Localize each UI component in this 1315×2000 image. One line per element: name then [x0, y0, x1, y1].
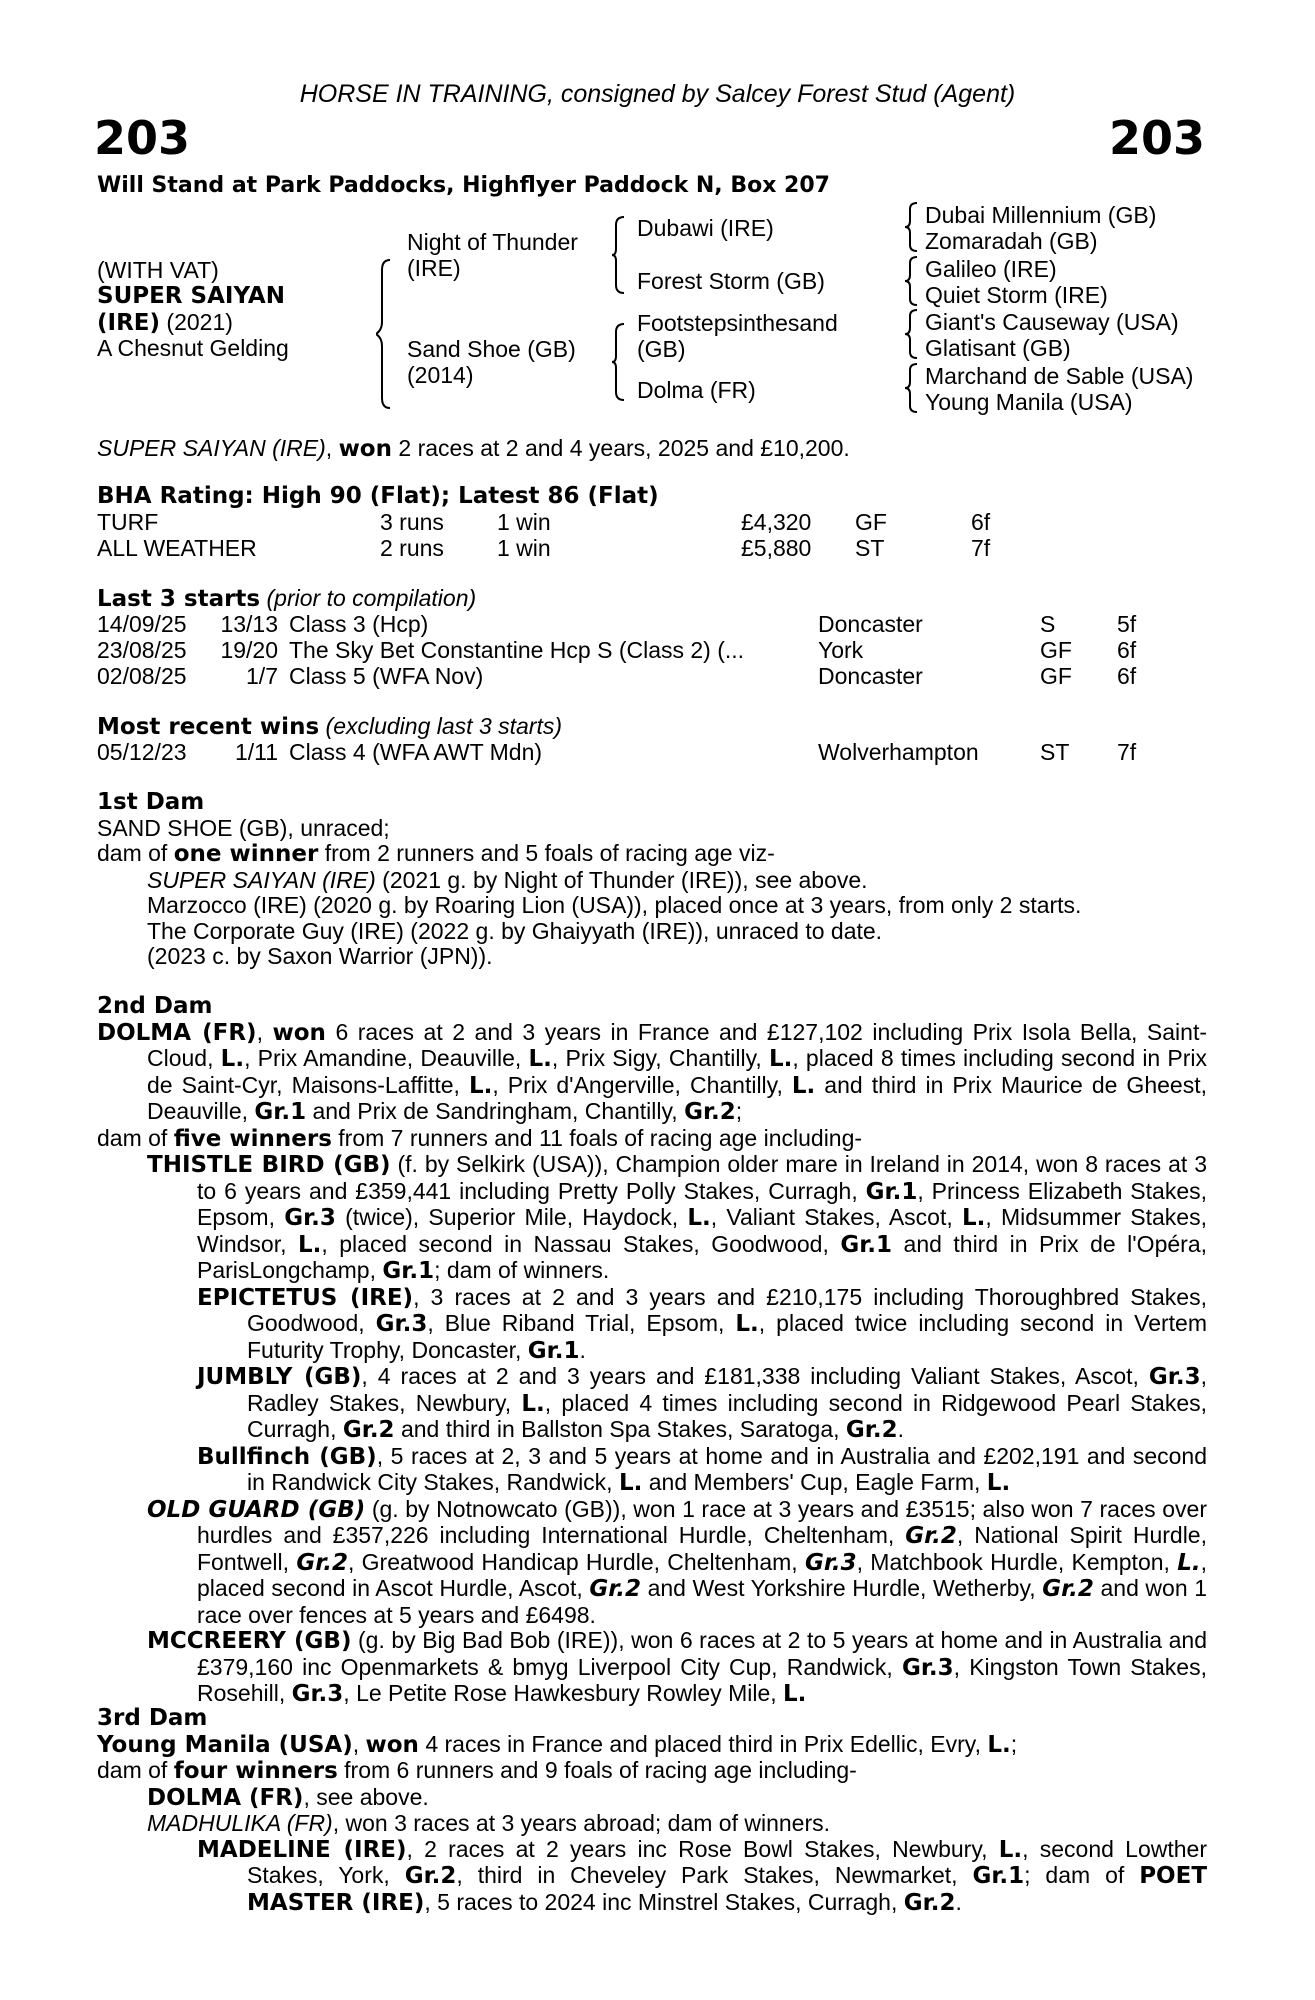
mccreery-record: MCCREERY (GB) (g. by Big Bad Bob (IRE)), won 6 races at 2 to 5 years at home and in Australia and £379,160 inc Openmarkets & bmyg Liverpool City Cup, Randwick, Gr.3, Kingston Town Stakes, Rosehill, Gr.3, Le Petite Rose Hawkesbury Rowley Mile, L.	[147, 1627, 1207, 1707]
start-going: GF	[1040, 637, 1072, 663]
bha-rating: BHA Rating: High 90 (Flat); Latest 86 (Flat)	[97, 483, 659, 509]
dam-name: Sand Shoe (GB)	[407, 336, 576, 362]
start-date: 02/08/25	[97, 663, 187, 689]
start-date: 14/09/25	[97, 611, 187, 637]
old-guard-record: OLD GUARD (GB) (g. by Notnowcato (GB)), won 1 race at 3 years and £3515; also won 7 races over hurdles and £357,226 including International Hurdle, Cheltenham, Gr.2, National Spirit Hurdle, Fontwell, Gr.2, Greatwood Handicap Hurdle, Cheltenham, Gr.3, Matchbook Hurdle, Kempton, L., placed second in Ascot Hurdle, Ascot, Gr.2 and West Yorkshire Hurdle, Wetherby, Gr.2 and won 1 race over fences at 5 years and £6498.	[147, 1495, 1208, 1628]
start-position: 19/20	[220, 637, 278, 663]
start-position: 13/13	[220, 611, 278, 637]
brace-dd-icon	[905, 362, 921, 414]
horse-name: SUPER SAIYAN	[97, 283, 285, 309]
win-race: Class 4 (WFA AWT Mdn)	[289, 739, 543, 765]
sire-country: (IRE)	[407, 255, 461, 281]
thistle-bird-record: THISTLE BIRD (GB) (f. by Selkirk (USA)), Champion older mare in Ireland in 2014, won 8 races at 3 to 6 years and £359,441 including Pretty Polly Stakes, Curragh, Gr.1, Princess Elizabeth Stakes, Epsom, Gr.3 (twice), Superior Mile, Haydock, L., Valiant Stakes, Ascot, L., Midsummer Stakes, Windsor, L., placed second in Nassau Stakes, Goodwood, Gr.1 and third in Prix de l'Opéra, ParisLongchamp, Gr.1; dam of winners.	[147, 1151, 1207, 1284]
race-summary: SUPER SAIYAN (IRE), won 2 races at 2 and 4 years, 2025 and £10,200.	[97, 435, 850, 462]
consignment-line: HORSE IN TRAINING, consigned by Salcey Forest Stud (Agent)	[299, 80, 1016, 108]
produce-item: (2023 c. by Saxon Warrior (JPN)).	[147, 943, 493, 969]
start-going: S	[1040, 611, 1056, 637]
dolma-ref: DOLMA (FR), see above.	[147, 1783, 429, 1811]
sire-sire: Dubawi (IRE)	[637, 215, 774, 241]
epictetus-record: EPICTETUS (IRE), 3 races at 2 and 3 years and £210,175 including Thoroughbred Stakes, Goodwood, Gr.3, Blue Riband Trial, Epsom, L., placed twice including second in Vertem Futurity Trophy, Doncaster, Gr.1.	[197, 1283, 1208, 1364]
start-date: 23/08/25	[97, 637, 187, 663]
start-course: Doncaster	[818, 611, 923, 637]
second-dam-heading: 2nd Dam	[97, 993, 213, 1019]
dolma-record: DOLMA (FR), won 6 races at 2 and 3 years in France and £127,102 including Prix Isola Bella, Saint-Cloud, L., Prix Amandine, Deauville, L., Prix Sigy, Chantilly, L., placed 8 times including second in Prix de Saint-Cyr, Maisons-Laffitte, L., Prix d'Angerville, Chantilly, L. and third in Prix Maurice de Gheest, Deauville, Gr.1 and Prix de Sandringham, Chantilly, Gr.2;	[97, 1018, 1208, 1125]
win-course: Wolverhampton	[818, 739, 979, 765]
sire-dam-sire: Galileo (IRE)	[925, 256, 1057, 282]
win-distance: 7f	[1117, 739, 1137, 765]
third-dam-section	[97, 1706, 1207, 1916]
third-dam-heading: 3rd Dam	[97, 1705, 208, 1731]
stabling-location: Will Stand at Park Paddocks, Highflyer Paddock N, Box 207	[97, 173, 830, 198]
rating-row-wins: 1 win	[497, 509, 551, 535]
brace-dam-icon	[612, 322, 628, 402]
recent-wins-heading: Most recent wins (excluding last 3 starts)	[97, 713, 563, 740]
rating-row-going: ST	[855, 535, 885, 561]
start-distance: 6f	[1117, 663, 1137, 689]
dam-sire: Footstepsinthesand	[637, 310, 838, 336]
young-manila-produce: dam of four winners from 6 runners and 9 foals of racing age including-	[97, 1757, 857, 1784]
young-manila-record: Young Manila (USA), won 4 races in France and placed third in Prix Edellic, Evry, L.;	[97, 1730, 1018, 1758]
bullfinch-record: Bullfinch (GB), 5 races at 2, 3 and 5 years at home and in Australia and £202,191 and second in Randwick City Stakes, Randwick, L. and Members' Cup, Eagle Farm, L.	[197, 1442, 1208, 1496]
rating-row-runs: 3 runs	[380, 509, 444, 535]
rating-row-runs: 2 runs	[380, 535, 444, 561]
win-position: 1/11	[234, 739, 278, 765]
brace-sd-icon	[905, 255, 921, 307]
dam-dam-sire: Marchand de Sable (USA)	[925, 363, 1194, 389]
first-dam-produce: dam of one winner from 2 runners and 5 foals of racing age viz-	[97, 840, 775, 867]
horse-description: A Chesnut Gelding	[97, 335, 289, 361]
brace-large-icon	[376, 258, 398, 410]
start-position: 1/7	[246, 663, 278, 689]
lot-number-right: 203	[1108, 111, 1205, 165]
start-race: The Sky Bet Constantine Hcp S (Class 2) (...	[289, 637, 745, 663]
start-course: Doncaster	[818, 663, 923, 689]
dam-sire-country: (GB)	[637, 336, 686, 362]
vat-note: (WITH VAT)	[97, 257, 219, 283]
rating-row-wins: 1 win	[497, 535, 551, 561]
horse-country-year: (IRE) (2021)	[97, 309, 233, 336]
produce-item: SUPER SAIYAN (IRE) (2021 g. by Night of Thunder (IRE)), see above.	[147, 866, 868, 893]
win-date: 05/12/23	[97, 739, 187, 765]
first-dam-heading: 1st Dam	[97, 789, 205, 815]
brace-sire-icon	[612, 215, 628, 295]
produce-item: Marzocco (IRE) (2020 g. by Roaring Lion (USA)), placed once at 3 years, from only 2 starts.	[147, 892, 1082, 918]
brace-ss-icon	[905, 201, 921, 253]
start-distance: 6f	[1117, 637, 1137, 663]
produce-item: The Corporate Guy (IRE) (2022 g. by Ghaiyyath (IRE)), unraced to date.	[147, 917, 883, 944]
start-going: GF	[1040, 663, 1072, 689]
madhulika-record: MADHULIKA (FR), won 3 races at 3 years abroad; dam of winners.	[147, 1810, 831, 1836]
sire-sire-dam: Zomaradah (GB)	[925, 228, 1098, 254]
rating-row-prize: £4,320	[741, 509, 812, 535]
brace-ds-icon	[905, 308, 921, 360]
dam-dam: Dolma (FR)	[637, 377, 756, 403]
last-3-starts-heading: Last 3 starts (prior to compilation)	[97, 585, 477, 612]
jumbly-record: JUMBLY (GB), 4 races at 2 and 3 years and £181,338 including Valiant Stakes, Ascot, Gr.3, Radley Stakes, Newbury, L., placed 4 times including second in Ridgewood Pearl Stakes, Curragh, Gr.2 and third in Ballston Spa Stakes, Saratoga, Gr.2.	[197, 1363, 1207, 1443]
madeline-record: MADELINE (IRE), 2 races at 2 years inc Rose Bowl Stakes, Newbury, L., second Lowther Stakes, York, Gr.2, third in Cheveley Park Stakes, Newmarket, Gr.1; dam of POET MASTER (IRE), 5 races to 2024 inc Minstrel Stakes, Curragh, Gr.2.	[197, 1835, 1208, 1916]
start-distance: 5f	[1117, 611, 1137, 637]
rating-row-going: GF	[855, 509, 887, 535]
rating-row-surface: ALL WEATHER	[97, 535, 257, 561]
dam-sire-dam: Glatisant (GB)	[925, 335, 1071, 361]
first-dam-name: SAND SHOE (GB), unraced;	[97, 814, 390, 841]
win-going: ST	[1040, 739, 1070, 765]
first-dam-section	[97, 790, 1207, 970]
start-race: Class 3 (Hcp)	[289, 611, 429, 637]
dolma-produce: dam of five winners from 7 runners and 11 foals of racing age including-	[97, 1124, 863, 1152]
start-race: Class 5 (WFA Nov)	[289, 663, 484, 689]
lot-number-left: 203	[94, 111, 191, 165]
rating-row-prize: £5,880	[741, 535, 812, 561]
sire-dam: Forest Storm (GB)	[637, 268, 825, 294]
dam-sire-sire: Giant's Causeway (USA)	[925, 309, 1179, 335]
rating-row-distance: 7f	[971, 535, 991, 561]
second-dam-section	[97, 994, 1207, 1708]
sire-sire-sire: Dubai Millennium (GB)	[925, 202, 1157, 228]
dam-dam-dam: Young Manila (USA)	[925, 389, 1133, 415]
dam-year: (2014)	[407, 362, 474, 388]
start-course: York	[818, 637, 864, 663]
rating-row-distance: 6f	[971, 509, 991, 535]
sire-dam-dam: Quiet Storm (IRE)	[925, 282, 1108, 308]
sire-name: Night of Thunder	[407, 229, 578, 255]
rating-row-surface: TURF	[97, 509, 159, 535]
